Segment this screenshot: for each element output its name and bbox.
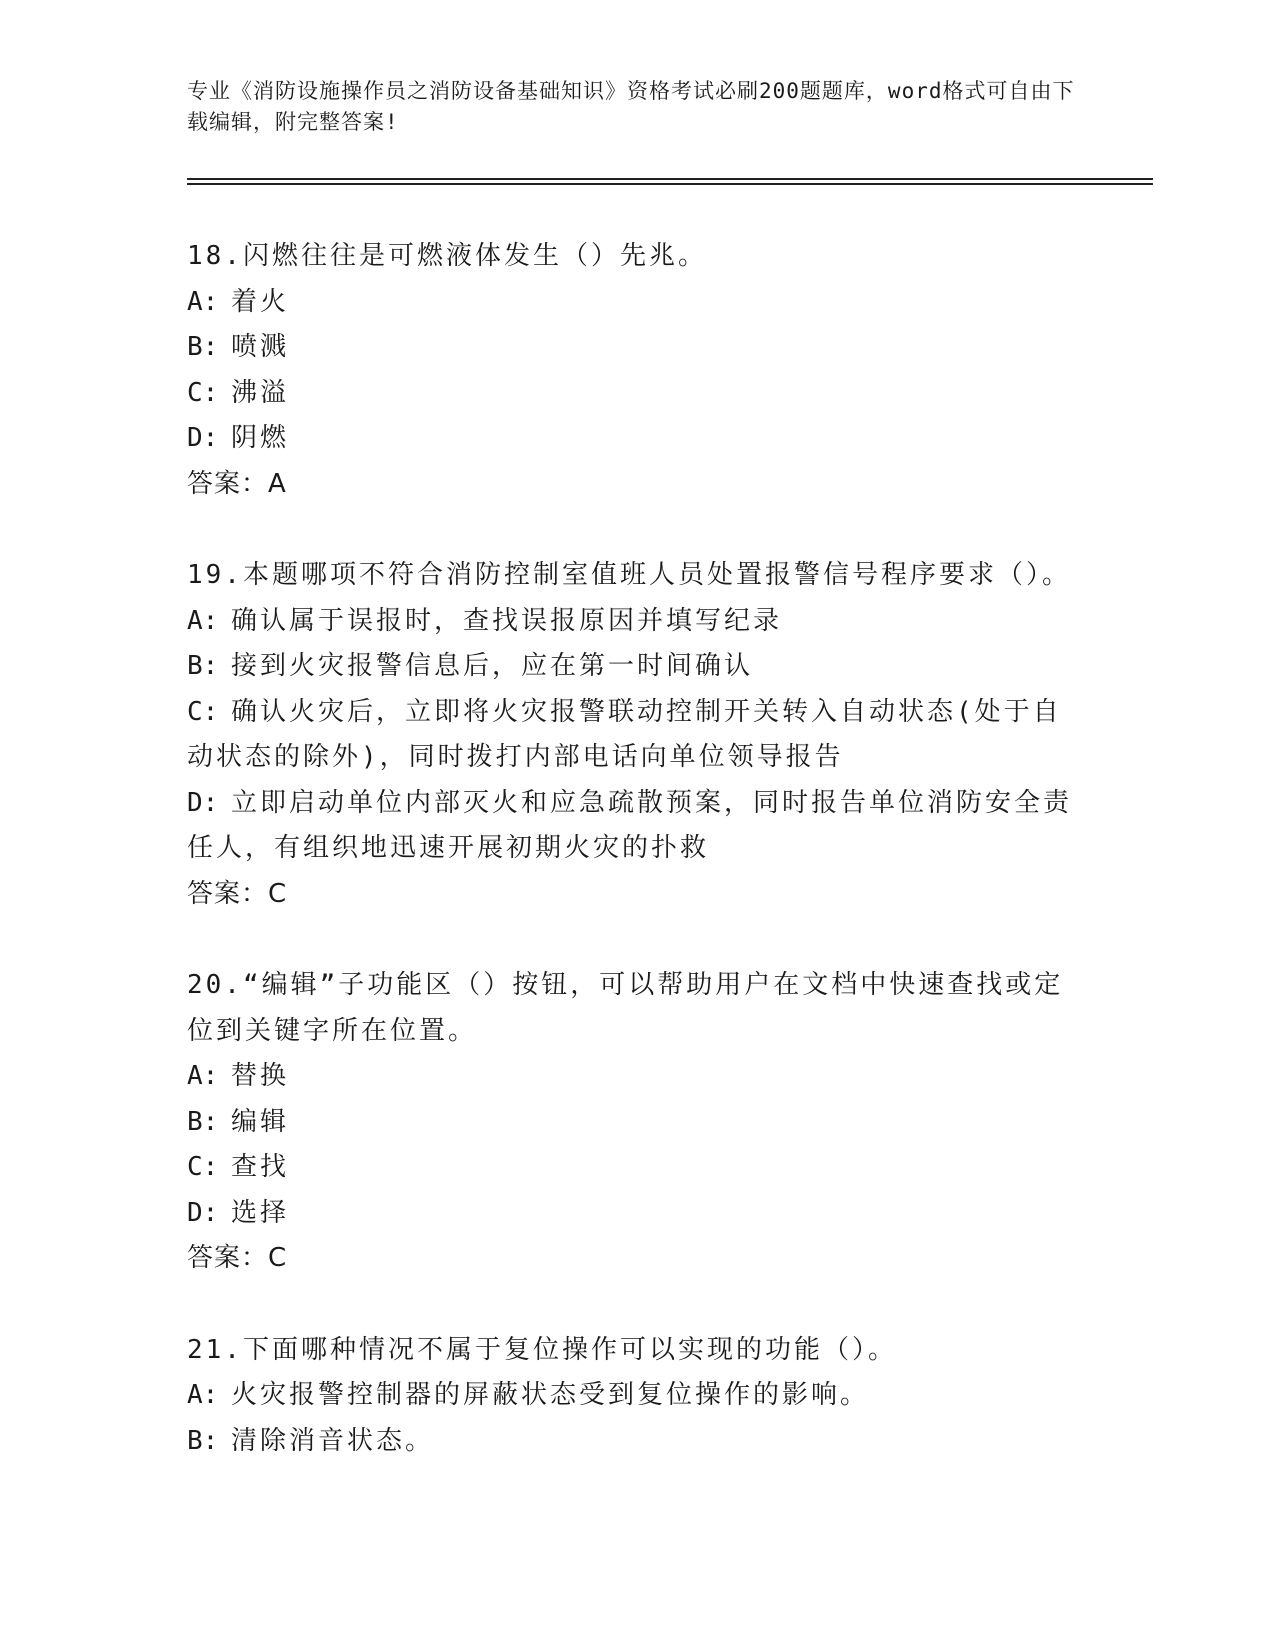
- option-text: 火灾报警控制器的屏蔽状态受到复位操作的影响。: [231, 1380, 870, 1410]
- option-text: 喷溅: [231, 332, 290, 362]
- option-label: A:: [187, 286, 219, 317]
- question-20: [187, 963, 1087, 1282]
- option-b: [187, 1100, 1087, 1146]
- option-c: [187, 371, 1087, 417]
- option-label: B:: [187, 651, 219, 681]
- answer-line: 答案：C: [187, 1243, 288, 1273]
- header-divider-bottom: [187, 183, 1153, 185]
- option-label: D:: [187, 787, 219, 818]
- option-d: [187, 781, 1087, 872]
- option-a: [187, 1373, 1087, 1419]
- option-label: C:: [187, 377, 219, 408]
- document-header: 专业《消防设施操作员之消防设备基础知识》资格考试必刷200题题库，word格式可自由下载编辑，附完整答案!: [187, 79, 1075, 134]
- answer-line: 答案：A: [187, 468, 287, 499]
- option-label: B:: [187, 332, 219, 362]
- option-text: 立即启动单位内部灭火和应急疏散预案，同时报告单位消防安全责任人，有组织地迅速开展初期火灾的扑救: [187, 787, 1073, 863]
- option-label: A:: [187, 605, 219, 636]
- question-stem: 21.下面哪种情况不属于复位操作可以实现的功能（）。: [187, 1334, 897, 1365]
- option-text: 接到火灾报警信息后，应在第一时间确认: [231, 651, 754, 681]
- option-text: 着火: [231, 286, 290, 317]
- header-divider-top: [187, 178, 1153, 180]
- option-text: 编辑: [231, 1106, 290, 1137]
- option-text: 确认火灾后，立即将火灾报警联动控制开关转入自动状态(处于自动状态的除外)，同时拨打内部电话向单位领导报告: [187, 696, 1062, 772]
- option-text: 确认属于误报时，查找误报原因并填写纪录: [231, 605, 783, 636]
- option-c: [187, 1145, 1087, 1191]
- option-text: 清除消音状态。: [231, 1425, 435, 1456]
- option-label: A:: [187, 1380, 219, 1410]
- option-label: B:: [187, 1425, 219, 1456]
- option-d: [187, 416, 1087, 462]
- question-stem: 20.“编辑”子功能区（）按钮，可以帮助用户在文档中快速查找或定位到关键字所在位置。: [187, 970, 1064, 1046]
- option-text: 沸溢: [231, 377, 290, 408]
- option-label: D:: [187, 423, 219, 453]
- option-label: C:: [187, 1152, 219, 1182]
- question-19: [187, 553, 1087, 917]
- option-b: [187, 1419, 1087, 1465]
- answer-line: 答案：C: [187, 878, 288, 909]
- option-b: [187, 325, 1087, 371]
- option-b: [187, 644, 1087, 690]
- question-stem: 19.本题哪项不符合消防控制室值班人员处置报警信号程序要求（）。: [187, 560, 1071, 590]
- option-text: 查找: [231, 1152, 290, 1182]
- option-label: A:: [187, 1061, 219, 1091]
- option-label: B:: [187, 1106, 219, 1137]
- option-text: 选择: [231, 1197, 290, 1228]
- option-c: [187, 690, 1087, 781]
- option-d: [187, 1191, 1087, 1237]
- option-label: C:: [187, 696, 219, 727]
- option-a: [187, 599, 1087, 645]
- question-21: [187, 1328, 1087, 1465]
- option-text: 替换: [231, 1061, 290, 1091]
- question-stem: 18.闪燃往往是可燃液体发生（）先兆。: [187, 241, 707, 271]
- question-18: [187, 234, 1087, 507]
- question-list: [187, 234, 1087, 1510]
- option-a: [187, 1054, 1087, 1100]
- option-a: [187, 280, 1087, 326]
- option-label: D:: [187, 1197, 219, 1228]
- option-text: 阴燃: [231, 423, 290, 453]
